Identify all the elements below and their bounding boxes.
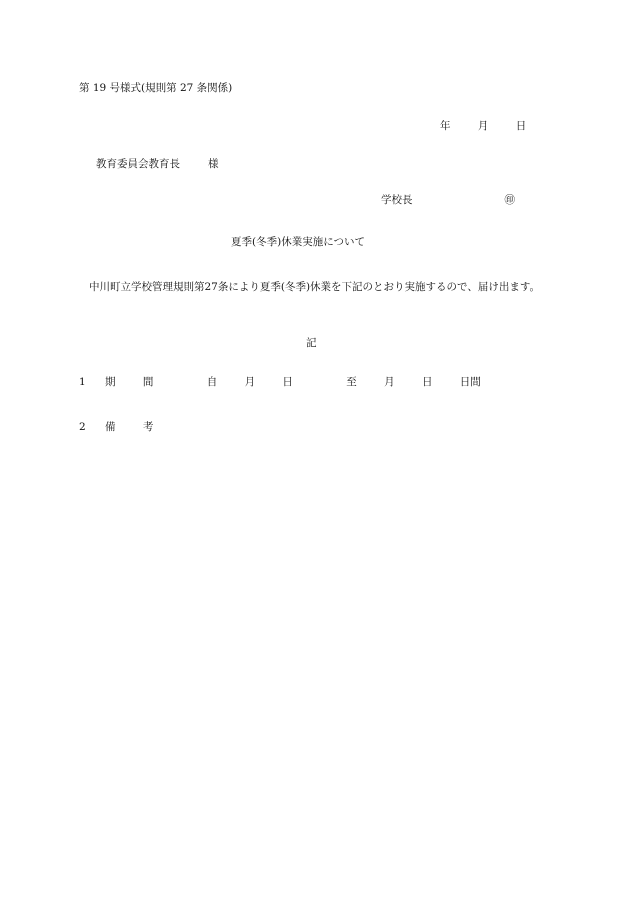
period-to-label: 至 <box>346 376 357 388</box>
document-title: 夏季(冬季)休業実施について <box>231 236 365 248</box>
addressee-name: 教育委員会教育長 <box>96 158 180 170</box>
item-label-second: 間 <box>142 376 154 388</box>
sender-title: 学校長 <box>381 194 413 206</box>
date-month-label: 月 <box>477 120 489 132</box>
ki-heading: 記 <box>306 337 317 349</box>
period-to-day: 日 <box>421 376 433 388</box>
item-label-first: 期 <box>105 376 116 388</box>
period-duration: 日間 <box>459 376 481 388</box>
item-number: 1 <box>79 376 86 388</box>
item-number: 2 <box>79 421 86 433</box>
date-day-label: 日 <box>515 120 527 132</box>
item-period <box>79 375 481 389</box>
item-label-first: 備 <box>105 421 116 433</box>
addressee <box>96 157 219 171</box>
addressee-honorific: 様 <box>208 158 219 170</box>
period-from-day: 日 <box>282 376 293 388</box>
body-paragraph: 中川町立学校管理規則第27条により夏季(冬季)休業を下記のとおり実施するので、届け出ます。 <box>89 281 541 293</box>
sender <box>381 193 515 207</box>
period-to-month: 月 <box>384 376 395 388</box>
item-label-second: 考 <box>142 421 154 433</box>
item-remarks <box>79 420 153 434</box>
date-year-label: 年 <box>440 120 451 132</box>
period-from-label: 自 <box>206 376 218 388</box>
form-number-heading: 第 19 号様式(規則第 27 条関係) <box>79 82 233 94</box>
seal-mark: ㊞ <box>504 194 515 206</box>
date-line <box>440 119 526 133</box>
period-from-month: 月 <box>244 376 256 388</box>
